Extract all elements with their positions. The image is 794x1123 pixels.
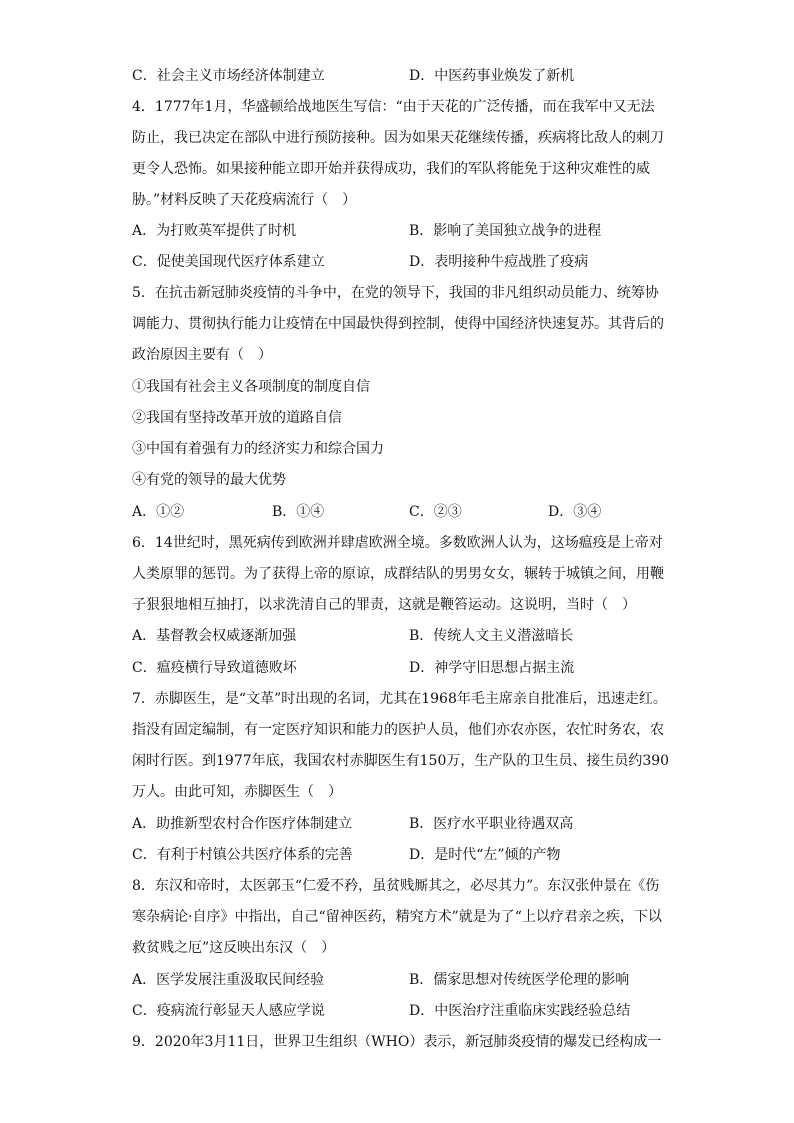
q6-option-d: D．神学守旧思想占据主流 [409, 660, 575, 676]
q3-options [132, 66, 732, 86]
q8-options-row-2 [132, 1001, 732, 1021]
q6-stem-line-1: 6．14世纪时，黑死病传到欧洲并肆虐欧洲全境。多数欧洲人认为，这场瘟疫是上帝对 [132, 535, 663, 551]
q4-option-c: C．促使美国现代医疗体系建立 [132, 254, 325, 270]
q7-options-row-1 [132, 814, 732, 834]
q7-stem-line-4: 万人。由此可知，赤脚医生（ ） [132, 784, 342, 800]
q6-stem-line-2: 人类原罪的惩罚。为了获得上帝的原谅，成群结队的男男女女，辗转于城镇之间，用鞭 [132, 566, 664, 582]
q9-stem-line-1: 9．2020年3月11日，世界卫生组织（WHO）表示，新冠肺炎疫情的爆发已经构成一 [132, 1034, 662, 1050]
q6-option-b: B．传统人文主义潜滋暗长 [409, 628, 574, 644]
q6-options-row-1 [132, 626, 732, 646]
q8-stem-line-3: 救贫贱之厄”这反映出东汉（ ） [132, 940, 336, 956]
q8-stem-line-1: 8．东汉和帝时，太医郭玉“仁爱不矜，虽贫贱厮其之，必尽其力”。东汉张仲景在《伤 [132, 878, 660, 894]
q7-option-c: C．有利于村镇公共医疗体系的完善 [132, 847, 353, 863]
q5-stem-line-3: 政治原因主要有（ ） [132, 347, 272, 363]
q7-stem-line-1: 7．赤脚医生，是“文革”时出现的名词，尤其在1968年毛主席亲自批准后，迅速走红。 [132, 691, 667, 707]
q5-stem-line-2: 调能力、贯彻执行能力让疫情在中国最快得到控制，使得中国经济快速复苏。其背后的 [132, 316, 664, 332]
q4-options-row-1 [132, 221, 732, 241]
q5-stem-line-1: 5．在抗击新冠肺炎疫情的斗争中，在党的领导下，我国的非凡组织动员能力、统筹协 [132, 285, 659, 301]
q5-option-d: D．③④ [548, 504, 602, 520]
q5-option-b: B．①④ [272, 504, 325, 520]
q6-option-a: A．基督教会权威逐渐加强 [132, 628, 297, 644]
q8-option-a: A．医学发展注重汲取民间经验 [132, 972, 325, 988]
q5-item-4: ④有党的领导的最大优势 [132, 472, 286, 488]
q3-option-c: C．社会主义市场经济体制建立 [132, 68, 325, 84]
q4-stem-line-3: 更令人恐怖。如果接种能立即开始并获得成功，我们的军队将能免于这种灾难性的威 [132, 161, 650, 177]
q6-options-row-2 [132, 658, 732, 678]
q5-option-a: A．①② [132, 504, 185, 520]
q5-option-c: C．②③ [409, 504, 462, 520]
q4-stem-line-2: 防止，我已决定在部队中进行预防接种。因为如果天花继续传播，疾病将比敌人的刺刀 [132, 130, 664, 146]
q7-option-b: B．医疗水平职业待遇双高 [409, 816, 574, 832]
q4-options-row-2 [132, 252, 732, 272]
q4-option-a: A．为打败英军提供了时机 [132, 223, 297, 239]
q8-option-b: B．儒家思想对传统医学伦理的影响 [409, 972, 630, 988]
q8-stem-line-2: 寒杂病论·自序》中指出，自己“留神医药，精究方术”就是为了“上以疗君亲之疾，下以 [132, 909, 662, 925]
q8-option-d: D．中医治疗注重临床实践经验总结 [409, 1003, 631, 1019]
q4-option-b: B．影响了美国独立战争的进程 [409, 223, 602, 239]
q7-option-d: D．是时代“左”倾的产物 [409, 847, 561, 863]
q5-item-3: ③中国有着强有力的经济实力和综合国力 [132, 441, 384, 457]
q6-stem-line-3: 子狠狠地相互抽打，以求洗清自己的罪责，这就是鞭笞运动。这说明，当时（ ） [132, 597, 636, 613]
q4-option-d: D．表明接种牛痘战胜了疫病 [409, 254, 589, 270]
q5-item-2: ②我国有坚持改革开放的道路自信 [132, 410, 342, 426]
q8-option-c: C．疫病流行彰显天人感应学说 [132, 1003, 325, 1019]
q3-option-d: D．中医药事业焕发了新机 [409, 68, 575, 84]
q6-option-c: C．瘟疫横行导致道德败坏 [132, 660, 297, 676]
q7-options-row-2 [132, 845, 732, 865]
q4-stem-line-4: 胁。”材料反映了天花疫病流行（ ） [132, 192, 357, 208]
q7-stem-line-3: 闲时行医。到1977年底，我国农村赤脚医生有150万，生产队的卫生员、接生员约390 [132, 753, 670, 769]
q5-item-1: ①我国有社会主义各项制度的制度自信 [132, 379, 370, 395]
q7-stem-line-2: 指没有固定编制，有一定医疗知识和能力的医护人员，他们亦农亦医，农忙时务农，农 [132, 722, 664, 738]
q4-stem-line-1: 4．1777年1月，华盛顿给战地医生写信：“由于天花的广泛传播，而在我军中又无法 [132, 99, 655, 115]
q5-options [132, 502, 732, 522]
q7-option-a: A．助推新型农村合作医疗体制建立 [132, 816, 353, 832]
q8-options-row-1 [132, 970, 732, 990]
